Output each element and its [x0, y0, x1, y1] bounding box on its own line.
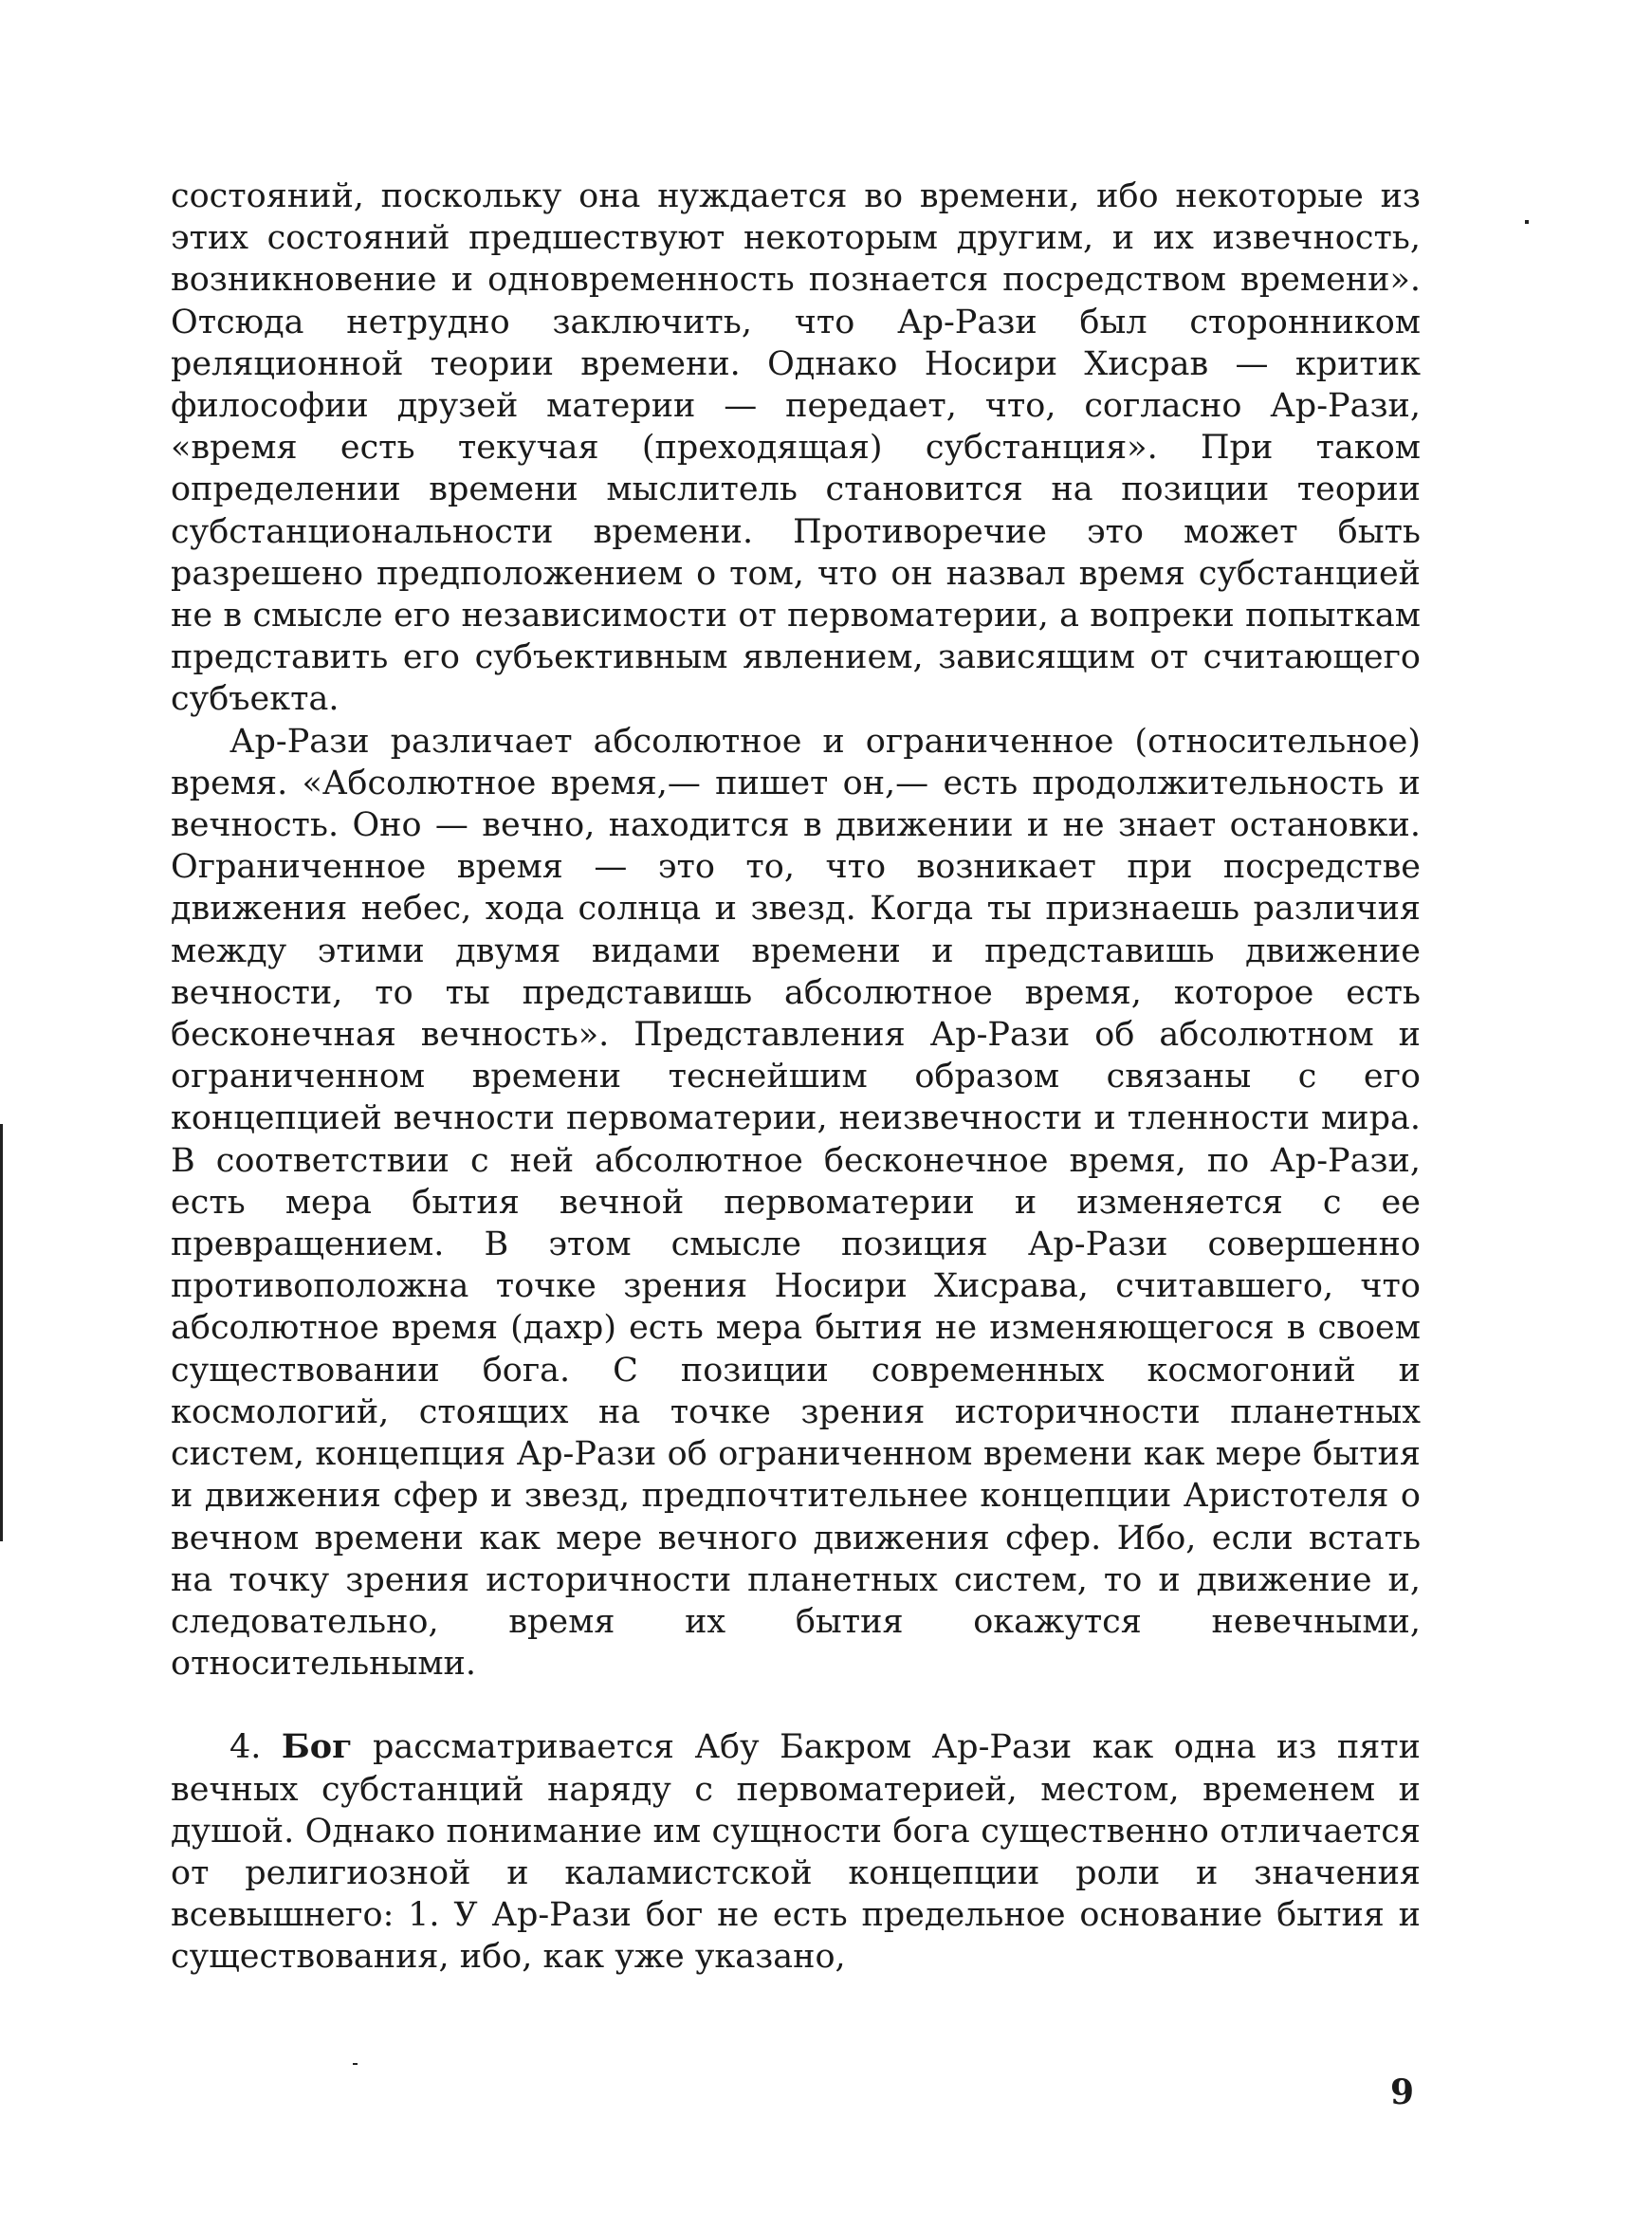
scan-dot-2	[353, 2063, 358, 2065]
scan-edge-mark-2	[0, 1451, 3, 1541]
paragraph-2: Ар-Рази различает абсолютное и ограниченное (относительное) время. «Абсолютное время,— пишет он,— есть продолжительность и вечность. Оно — вечно, находится в движении и не знает остановки. Ограниченное время — это то, что возникает при посредстве движения небес, хода солнца и звезд. Когда ты признаешь различия между этими двумя видами времени и представишь движение вечности, то ты представишь абсолютное время, которое есть бесконечная вечность». Представления Ар-Рази об абсолютном и ограниченном времени теснейшим образом связаны с его концепцией вечности первоматерии, неизвечности и тленности мира. В соответствии с ней абсолютное бесконечное время, по Ар-Рази, есть мера бытия вечной первоматерии и изменяется с ее превращением. В этом смысле позиция Ар-Рази совершенно противоположна точке зрения Носири Хисрава, считавшего, что абсолютное время (дахр) есть мера бытия не изменяющегося в своем существовании бога. С позиции современных космогоний и космологий, стоящих на точке зрения историчности планетных систем, концепция Ар-Рази об ограниченном времени как мере бытия и движения сфер и звезд, предпочтительнее концепции Аристотеля о вечном времени как мере вечного движения сфер. Ибо, если встать на точку зрения историчности планетных систем, то и движение и, следовательно, время их бытия окажутся невечными, относительными.	[171, 722, 1421, 1684]
page-number: 9	[1390, 2072, 1415, 2112]
section-number: 4.	[229, 1728, 262, 1767]
section-text: рассматривается Абу Бакром Ар-Рази как одна из пяти вечных субстанций наряду с первоматерией, местом, временем и душой. Однако понимание им сущности бога существенно отличается от религиозной и каламистской концепции роли и значения всевышнего: 1. У Ар-Рази бог не есть предельное основание бытия и существования, ибо, как уже указано,	[171, 1728, 1421, 1977]
section-term: Бог	[281, 1727, 353, 1767]
body-text	[171, 175, 1421, 1979]
paragraph-1: состояний, поскольку она нуждается во времени, ибо некоторые из этих состояний предшествуют некоторым другим, и их извечность, возникновение и одновременность познается посредством времени». Отсюда нетрудно заключить, что Ар-Рази был сторонником реляционной теории времени. Однако Носири Хисрав — критик философии друзей материи — передает, что, согласно Ар-Рази, «время есть текучая (преходящая) субстанция». При таком определении времени мыслитель становится на позиции теории субстанциональности времени. Противоречие это может быть разрешено предположением о том, что он назвал время субстанцией не в смысле его независимости от первоматерии, а вопреки попыткам представить его субъективным явлением, зависящим от считающего субъекта.	[171, 177, 1421, 719]
scan-dot-1	[1525, 220, 1529, 224]
section-4-paragraph	[171, 1726, 1421, 1978]
